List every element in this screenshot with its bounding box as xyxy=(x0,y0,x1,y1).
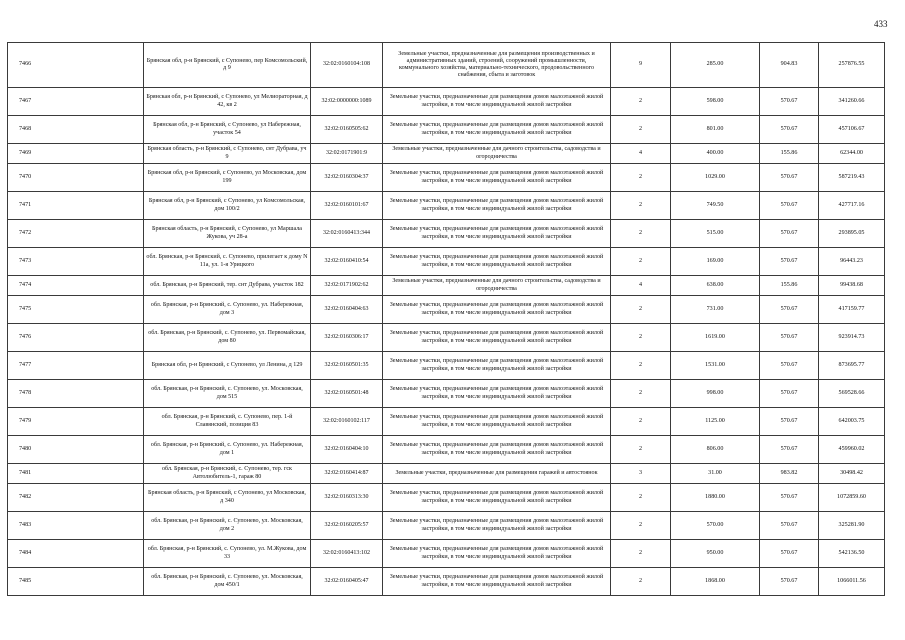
table-row xyxy=(8,352,885,380)
cadastral-value-cell: 873695.77 xyxy=(819,352,885,380)
row-number-cell: 7478 xyxy=(8,380,144,408)
table-row xyxy=(8,568,885,596)
address-cell: обл. Брянская, р-н Брянский, с. Супонево, ул. М.Жукова, дом 33 xyxy=(144,540,311,568)
use-group-cell: 3 xyxy=(611,464,671,484)
cadastral-value-cell: 257876.55 xyxy=(819,43,885,88)
table-row xyxy=(8,436,885,464)
cadastral-value-cell: 325281.90 xyxy=(819,512,885,540)
row-number-cell: 7475 xyxy=(8,296,144,324)
cadastral-number-cell: 32:02:0000000:1089 xyxy=(311,88,383,116)
use-group-cell: 2 xyxy=(611,568,671,596)
address-cell: обл. Брянская, р-н Брянский, с. Супонево, тер. гск Автолюбитель-1, гараж 80 xyxy=(144,464,311,484)
cadastral-number-cell: 32:02:0160414:87 xyxy=(311,464,383,484)
cadastral-number-cell: 32:02:0160313:30 xyxy=(311,484,383,512)
area-cell: 998.00 xyxy=(671,380,760,408)
area-cell: 285.00 xyxy=(671,43,760,88)
address-cell: обл. Брянская, р-н Брянский, с. Супонево, ул. Набережная, дом 1 xyxy=(144,436,311,464)
area-cell: 169.00 xyxy=(671,248,760,276)
use-group-cell: 2 xyxy=(611,248,671,276)
specific-value-cell: 155.86 xyxy=(760,144,819,164)
use-group-cell: 2 xyxy=(611,380,671,408)
specific-value-cell: 155.86 xyxy=(760,276,819,296)
row-number-cell: 7476 xyxy=(8,324,144,352)
land-use-purpose-cell: Земельные участки, предназначенные для размещения домов малоэтажной жилой застройки, в том числе индивидуальной жилой застройки xyxy=(383,408,611,436)
use-group-cell: 2 xyxy=(611,512,671,540)
use-group-cell: 2 xyxy=(611,436,671,464)
land-use-purpose-cell: Земельные участки, предназначенные для размещения домов малоэтажной жилой застройки, в том числе индивидуальной жилой застройки xyxy=(383,88,611,116)
row-number-cell: 7483 xyxy=(8,512,144,540)
address-cell: обл. Брянская, р-н Брянский, с. Супонево, ул. Московская, дом 450/1 xyxy=(144,568,311,596)
cadastral-value-cell: 96443.23 xyxy=(819,248,885,276)
row-number-cell: 7472 xyxy=(8,220,144,248)
table-row xyxy=(8,192,885,220)
area-cell: 1619.00 xyxy=(671,324,760,352)
land-use-purpose-cell: Земельные участки, предназначенные для дачного строительства, садоводства и огородничества xyxy=(383,276,611,296)
area-cell: 1125.00 xyxy=(671,408,760,436)
cadastral-number-cell: 32:02:0160405:47 xyxy=(311,568,383,596)
specific-value-cell: 983.82 xyxy=(760,464,819,484)
area-cell: 400.00 xyxy=(671,144,760,164)
area-cell: 1029.00 xyxy=(671,164,760,192)
row-number-cell: 7466 xyxy=(8,43,144,88)
cadastral-number-cell: 32:02:0160102:117 xyxy=(311,408,383,436)
specific-value-cell: 570.67 xyxy=(760,164,819,192)
address-cell: Брянская обл, р-н Брянский, с Супонево, ул Московская, дом 199 xyxy=(144,164,311,192)
specific-value-cell: 570.67 xyxy=(760,512,819,540)
area-cell: 731.00 xyxy=(671,296,760,324)
specific-value-cell: 570.67 xyxy=(760,352,819,380)
cadastral-value-cell: 417159.77 xyxy=(819,296,885,324)
address-cell: Брянская обл, р-н Брянский, с Супонево, ул Комсомольская, дом 100/2 xyxy=(144,192,311,220)
cadastral-number-cell: 32:02:0160104:108 xyxy=(311,43,383,88)
address-cell: Брянская обл, р-н Брянский, с Супонево, ул Набережная, участок 54 xyxy=(144,116,311,144)
table-row xyxy=(8,464,885,484)
cadastral-number-cell: 32:02:0160101:67 xyxy=(311,192,383,220)
row-number-cell: 7468 xyxy=(8,116,144,144)
cadastral-number-cell: 32:02:0160501:48 xyxy=(311,380,383,408)
land-use-purpose-cell: Земельные участки, предназначенные для размещения домов малоэтажной жилой застройки, в том числе индивидуальной жилой застройки xyxy=(383,484,611,512)
specific-value-cell: 570.67 xyxy=(760,436,819,464)
use-group-cell: 2 xyxy=(611,116,671,144)
use-group-cell: 9 xyxy=(611,43,671,88)
area-cell: 570.00 xyxy=(671,512,760,540)
table-row xyxy=(8,512,885,540)
area-cell: 801.00 xyxy=(671,116,760,144)
specific-value-cell: 570.67 xyxy=(760,324,819,352)
address-cell: обл. Брянская, р-н Брянский, тер. снт Дубрава, участок 182 xyxy=(144,276,311,296)
specific-value-cell: 570.67 xyxy=(760,568,819,596)
land-use-purpose-cell: Земельные участки, предназначенные для размещения домов малоэтажной жилой застройки, в том числе индивидуальной жилой застройки xyxy=(383,512,611,540)
cadastral-number-cell: 32:02:0160413:344 xyxy=(311,220,383,248)
table-row xyxy=(8,540,885,568)
cadastral-number-cell: 32:02:0160413:102 xyxy=(311,540,383,568)
cadastral-number-cell: 32:02:0160501:35 xyxy=(311,352,383,380)
row-number-cell: 7482 xyxy=(8,484,144,512)
cadastral-value-cell: 457106.67 xyxy=(819,116,885,144)
table-row xyxy=(8,484,885,512)
cadastral-value-cell: 923914.73 xyxy=(819,324,885,352)
specific-value-cell: 570.67 xyxy=(760,408,819,436)
land-use-purpose-cell: Земельные участки, предназначенные для размещения домов малоэтажной жилой застройки, в том числе индивидуальной жилой застройки xyxy=(383,324,611,352)
address-cell: обл. Брянская, р-н Брянский, с. Супонево, пер. 1-й Славянский, позиция 83 xyxy=(144,408,311,436)
use-group-cell: 2 xyxy=(611,540,671,568)
specific-value-cell: 570.67 xyxy=(760,116,819,144)
row-number-cell: 7484 xyxy=(8,540,144,568)
area-cell: 31.00 xyxy=(671,464,760,484)
row-number-cell: 7481 xyxy=(8,464,144,484)
cadastral-value-cell: 341260.66 xyxy=(819,88,885,116)
row-number-cell: 7473 xyxy=(8,248,144,276)
use-group-cell: 4 xyxy=(611,144,671,164)
table-row xyxy=(8,296,885,324)
use-group-cell: 2 xyxy=(611,352,671,380)
table-row xyxy=(8,88,885,116)
specific-value-cell: 570.67 xyxy=(760,380,819,408)
land-use-purpose-cell: Земельные участки, предназначенные для размещения домов малоэтажной жилой застройки, в том числе индивидуальной жилой застройки xyxy=(383,436,611,464)
cadastral-number-cell: 32:02:0160205:57 xyxy=(311,512,383,540)
table-row xyxy=(8,248,885,276)
table-row xyxy=(8,324,885,352)
area-cell: 806.00 xyxy=(671,436,760,464)
address-cell: обл. Брянская, р-н Брянский, с. Супонево, ул. Московская, дом 515 xyxy=(144,380,311,408)
use-group-cell: 2 xyxy=(611,484,671,512)
land-use-purpose-cell: Земельные участки, предназначенные для размещения домов малоэтажной жилой застройки, в том числе индивидуальной жилой застройки xyxy=(383,540,611,568)
use-group-cell: 2 xyxy=(611,88,671,116)
area-cell: 749.50 xyxy=(671,192,760,220)
use-group-cell: 2 xyxy=(611,164,671,192)
table-row xyxy=(8,408,885,436)
row-number-cell: 7470 xyxy=(8,164,144,192)
specific-value-cell: 570.67 xyxy=(760,220,819,248)
table-row xyxy=(8,276,885,296)
address-cell: Брянская обл, р-н Брянский, с Супонево, ул Ленина, д 129 xyxy=(144,352,311,380)
row-number-cell: 7480 xyxy=(8,436,144,464)
table-body xyxy=(8,43,885,596)
address-cell: обл. Брянская, р-н Брянский, с. Супонево, ул. Первомайская, дом 80 xyxy=(144,324,311,352)
area-cell: 950.00 xyxy=(671,540,760,568)
page-number: 433 xyxy=(874,19,888,29)
land-use-purpose-cell: Земельные участки, предназначенные для размещения домов малоэтажной жилой застройки, в том числе индивидуальной жилой застройки xyxy=(383,220,611,248)
use-group-cell: 2 xyxy=(611,296,671,324)
land-use-purpose-cell: Земельные участки, предназначенные для размещения производственных и административных зданий, строений, сооружений промышленности, коммунального хозяйства, материально-технического, продовольственного снабжения, сбыта и заготовок xyxy=(383,43,611,88)
use-group-cell: 2 xyxy=(611,220,671,248)
table-row xyxy=(8,380,885,408)
land-use-purpose-cell: Земельные участки, предназначенные для размещения гаражей и автостоянок xyxy=(383,464,611,484)
cadastral-number-cell: 32:02:0160404:63 xyxy=(311,296,383,324)
land-use-purpose-cell: Земельные участки, предназначенные для размещения домов малоэтажной жилой застройки, в том числе индивидуальной жилой застройки xyxy=(383,248,611,276)
cadastral-number-cell: 32:02:0160505:62 xyxy=(311,116,383,144)
area-cell: 1868.00 xyxy=(671,568,760,596)
cadastral-value-cell: 1066011.56 xyxy=(819,568,885,596)
specific-value-cell: 570.67 xyxy=(760,192,819,220)
cadastral-value-cell: 569528.66 xyxy=(819,380,885,408)
table-row xyxy=(8,116,885,144)
row-number-cell: 7479 xyxy=(8,408,144,436)
address-cell: Брянская обл, р-н Брянский, с Супонево, пер Комсомольский, д 9 xyxy=(144,43,311,88)
use-group-cell: 2 xyxy=(611,324,671,352)
land-use-purpose-cell: Земельные участки, предназначенные для размещения домов малоэтажной жилой застройки, в том числе индивидуальной жилой застройки xyxy=(383,164,611,192)
use-group-cell: 2 xyxy=(611,192,671,220)
specific-value-cell: 570.67 xyxy=(760,540,819,568)
area-cell: 515.00 xyxy=(671,220,760,248)
address-cell: обл. Брянская, р-н Брянский, с. Супонево, прилегает к дому N 11а, ул. 1-я Урицкого xyxy=(144,248,311,276)
specific-value-cell: 570.67 xyxy=(760,88,819,116)
table-row xyxy=(8,220,885,248)
cadastral-value-cell: 62344.00 xyxy=(819,144,885,164)
cadastral-number-cell: 32:02:0160404:10 xyxy=(311,436,383,464)
cadastral-value-cell: 542136.50 xyxy=(819,540,885,568)
row-number-cell: 7469 xyxy=(8,144,144,164)
land-use-purpose-cell: Земельные участки, предназначенные для размещения домов малоэтажной жилой застройки, в том числе индивидуальной жилой застройки xyxy=(383,352,611,380)
use-group-cell: 4 xyxy=(611,276,671,296)
cadastral-number-cell: 32:02:0160410:54 xyxy=(311,248,383,276)
specific-value-cell: 904.83 xyxy=(760,43,819,88)
address-cell: обл. Брянская, р-н Брянский, с. Супонево, ул. Московская, дом 2 xyxy=(144,512,311,540)
land-use-purpose-cell: Земельные участки, предназначенные для дачного строительства, садоводства и огородничества xyxy=(383,144,611,164)
cadastral-value-table xyxy=(7,42,885,596)
area-cell: 598.00 xyxy=(671,88,760,116)
cadastral-number-cell: 32:02:0160304:37 xyxy=(311,164,383,192)
cadastral-number-cell: 32:02:0160306:17 xyxy=(311,324,383,352)
area-cell: 1880.00 xyxy=(671,484,760,512)
table-row xyxy=(8,43,885,88)
address-cell: Брянская обл, р-н Брянский, с Супонево, ул Мелиораторная, д 42, кв 2 xyxy=(144,88,311,116)
address-cell: обл. Брянская, р-н Брянский, с. Супонево, ул. Набережная, дом 3 xyxy=(144,296,311,324)
land-use-purpose-cell: Земельные участки, предназначенные для размещения домов малоэтажной жилой застройки, в том числе индивидуальной жилой застройки xyxy=(383,380,611,408)
cadastral-value-cell: 427717.16 xyxy=(819,192,885,220)
area-cell: 638.00 xyxy=(671,276,760,296)
specific-value-cell: 570.67 xyxy=(760,484,819,512)
cadastral-value-cell: 99438.68 xyxy=(819,276,885,296)
cadastral-value-cell: 459960.02 xyxy=(819,436,885,464)
land-use-purpose-cell: Земельные участки, предназначенные для размещения домов малоэтажной жилой застройки, в том числе индивидуальной жилой застройки xyxy=(383,568,611,596)
row-number-cell: 7474 xyxy=(8,276,144,296)
use-group-cell: 2 xyxy=(611,408,671,436)
cadastral-number-cell: 32:02:0171902:62 xyxy=(311,276,383,296)
table-row xyxy=(8,164,885,192)
area-cell: 1531.00 xyxy=(671,352,760,380)
cadastral-number-cell: 32:02:0171901:9 xyxy=(311,144,383,164)
row-number-cell: 7471 xyxy=(8,192,144,220)
address-cell: Брянская область, р-н Брянский, с Супонево, снт Дубрава, уч 9 xyxy=(144,144,311,164)
address-cell: Брянская область, р-н Брянский, с Супонево, ул Московская, д 340 xyxy=(144,484,311,512)
table-row xyxy=(8,144,885,164)
land-use-purpose-cell: Земельные участки, предназначенные для размещения домов малоэтажной жилой застройки, в том числе индивидуальной жилой застройки xyxy=(383,296,611,324)
specific-value-cell: 570.67 xyxy=(760,248,819,276)
row-number-cell: 7477 xyxy=(8,352,144,380)
address-cell: Брянская область, р-н Брянский, с Супонево, ул Маршала Жукова, уч 28-а xyxy=(144,220,311,248)
cadastral-value-cell: 293895.05 xyxy=(819,220,885,248)
cadastral-value-cell: 30498.42 xyxy=(819,464,885,484)
row-number-cell: 7467 xyxy=(8,88,144,116)
land-use-purpose-cell: Земельные участки, предназначенные для размещения домов малоэтажной жилой застройки, в том числе индивидуальной жилой застройки xyxy=(383,116,611,144)
cadastral-value-cell: 1072859.60 xyxy=(819,484,885,512)
cadastral-value-cell: 642003.75 xyxy=(819,408,885,436)
specific-value-cell: 570.67 xyxy=(760,296,819,324)
cadastral-value-cell: 587219.43 xyxy=(819,164,885,192)
row-number-cell: 7485 xyxy=(8,568,144,596)
land-use-purpose-cell: Земельные участки, предназначенные для размещения домов малоэтажной жилой застройки, в том числе индивидуальной жилой застройки xyxy=(383,192,611,220)
